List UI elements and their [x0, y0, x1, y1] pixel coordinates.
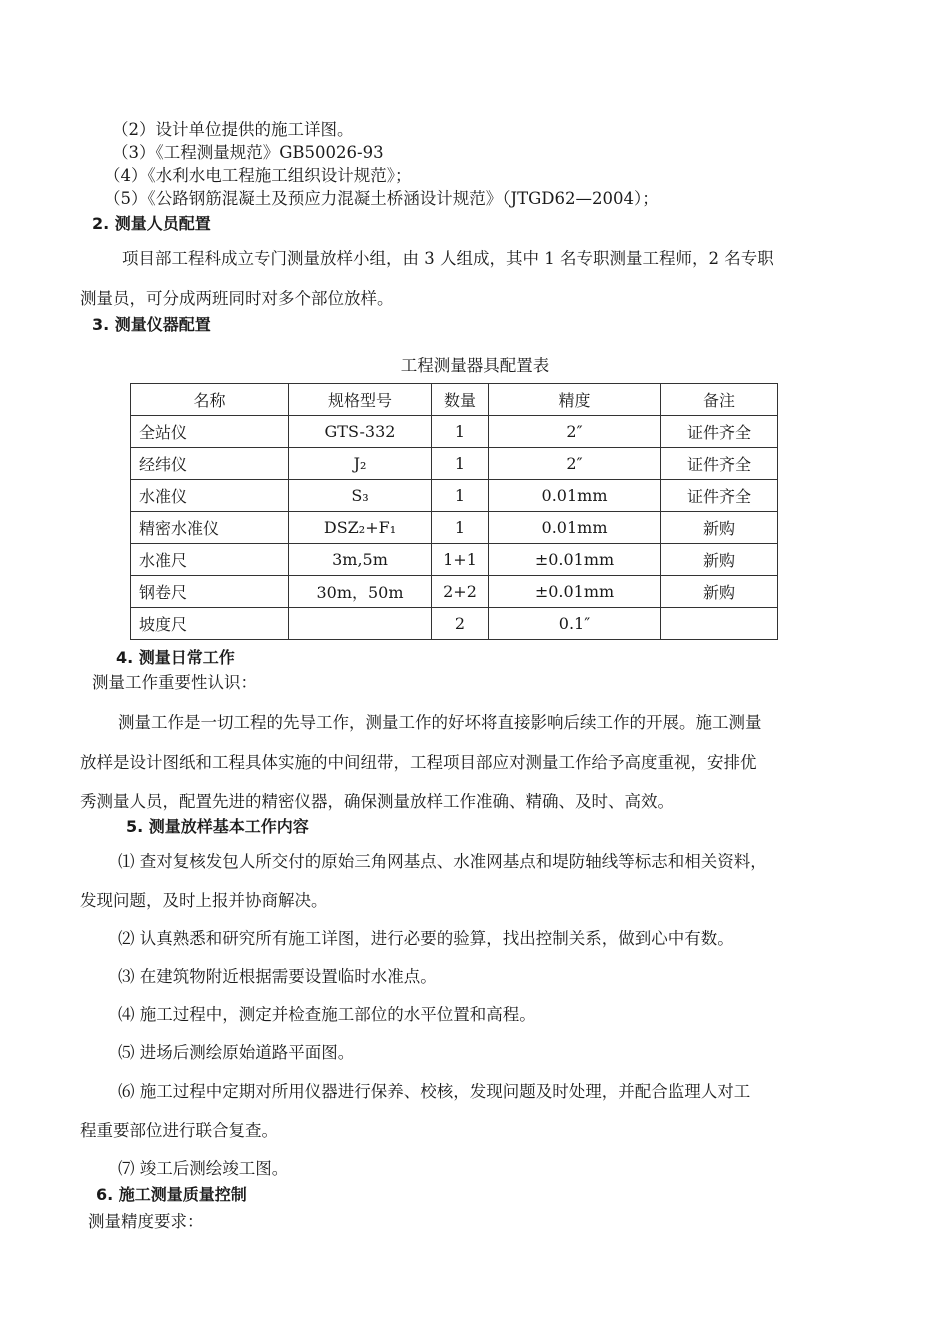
cell-model: S₃	[289, 480, 432, 512]
cell-qty: 2	[432, 608, 489, 640]
cell-precision: 2″	[489, 416, 661, 448]
cell-precision: 2″	[489, 448, 661, 480]
staff-paragraph-line-2: 测量员，可分成两班同时对多个部位放样。	[80, 289, 394, 308]
cell-name: 水准尺	[131, 544, 289, 576]
cell-notes: 证件齐全	[661, 480, 778, 512]
cell-name: 全站仪	[131, 416, 289, 448]
cell-notes	[661, 608, 778, 640]
table-header-row	[131, 384, 778, 416]
daily-work-subheading: 测量工作重要性认识：	[92, 673, 257, 692]
reference-5: （5）《公路钢筋混凝土及预应力混凝土桥涵设计规范》（JTGD62—2004）；	[104, 189, 659, 208]
cell-model: 3m,5m	[289, 544, 432, 576]
header-precision: 精度	[489, 384, 661, 416]
cell-model	[289, 608, 432, 640]
cell-notes: 新购	[661, 544, 778, 576]
table-row	[131, 512, 778, 544]
cell-precision: 0.1″	[489, 608, 661, 640]
cell-qty: 1	[432, 512, 489, 544]
table-caption: 工程测量器具配置表	[400, 356, 550, 375]
layout-item-2: ⑵ 认真熟悉和研究所有施工详图，进行必要的验算，找出控制关系，做到心中有数。	[118, 929, 734, 948]
table-row	[131, 544, 778, 576]
cell-model: J₂	[289, 448, 432, 480]
daily-work-paragraph-line-3: 秀测量人员，配置先进的精密仪器，确保测量放样工作准确、精确、及时、高效。	[80, 792, 674, 811]
cell-precision: ±0.01mm	[489, 576, 661, 608]
section-heading-staff: 2. 测量人员配置	[92, 214, 211, 233]
section-heading-daily-work: 4. 测量日常工作	[116, 648, 235, 667]
cell-precision: 0.01mm	[489, 480, 661, 512]
section-heading-quality-control: 6. 施工测量质量控制	[96, 1185, 247, 1204]
cell-name: 坡度尺	[131, 608, 289, 640]
daily-work-paragraph-line-2: 放样是设计图纸和工程具体实施的中间纽带，工程项目部应对测量工作给予高度重视，安排优	[80, 753, 757, 772]
header-notes: 备注	[661, 384, 778, 416]
cell-model: 30m，50m	[289, 576, 432, 608]
reference-2: （2）设计单位提供的施工详图。	[112, 120, 354, 139]
cell-notes: 证件齐全	[661, 448, 778, 480]
cell-notes: 新购	[661, 576, 778, 608]
cell-precision: ±0.01mm	[489, 544, 661, 576]
table-row	[131, 480, 778, 512]
table-row	[131, 608, 778, 640]
cell-qty: 1	[432, 480, 489, 512]
daily-work-paragraph-line-1: 测量工作是一切工程的先导工作，测量工作的好坏将直接影响后续工作的开展。施工测量	[118, 713, 762, 732]
cell-qty: 2+2	[432, 576, 489, 608]
header-name: 名称	[131, 384, 289, 416]
cell-notes: 新购	[661, 512, 778, 544]
cell-qty: 1+1	[432, 544, 489, 576]
cell-name: 经纬仪	[131, 448, 289, 480]
layout-item-6-line-1: ⑹ 施工过程中定期对所用仪器进行保养、校核，发现问题及时处理，并配合监理人对工	[118, 1082, 751, 1101]
equipment-table	[130, 383, 778, 640]
cell-precision: 0.01mm	[489, 512, 661, 544]
section-heading-instruments: 3. 测量仪器配置	[92, 315, 211, 334]
cell-notes: 证件齐全	[661, 416, 778, 448]
cell-model: GTS-332	[289, 416, 432, 448]
layout-item-5: ⑸ 进场后测绘原始道路平面图。	[118, 1043, 355, 1062]
cell-model: DSZ₂+F₁	[289, 512, 432, 544]
cell-name: 精密水准仪	[131, 512, 289, 544]
layout-item-6-line-2: 程重要部位进行联合复查。	[80, 1121, 278, 1140]
layout-item-1-line-2: 发现问题，及时上报并协商解决。	[80, 891, 328, 910]
cell-qty: 1	[432, 416, 489, 448]
header-qty: 数量	[432, 384, 489, 416]
section-heading-layout-work: 5. 测量放样基本工作内容	[126, 817, 309, 836]
layout-item-1-line-1: ⑴ 查对复核发包人所交付的原始三角网基点、水准网基点和堤防轴线等标志和相关资料，	[118, 852, 767, 871]
reference-3: （3）《工程测量规范》GB50026-93	[112, 143, 384, 162]
header-model: 规格型号	[289, 384, 432, 416]
table-row	[131, 416, 778, 448]
layout-item-3: ⑶ 在建筑物附近根据需要设置临时水准点。	[118, 967, 437, 986]
layout-item-7: ⑺ 竣工后测绘竣工图。	[118, 1159, 289, 1178]
staff-paragraph-line-1: 项目部工程科成立专门测量放样小组，由 3 人组成，其中 1 名专职测量工程师，2 名专职	[122, 249, 774, 268]
cell-qty: 1	[432, 448, 489, 480]
reference-4: （4）《水利水电工程施工组织设计规范》；	[104, 166, 412, 185]
table-row	[131, 448, 778, 480]
cell-name: 钢卷尺	[131, 576, 289, 608]
cell-name: 水准仪	[131, 480, 289, 512]
layout-item-4: ⑷ 施工过程中，测定并检查施工部位的水平位置和高程。	[118, 1005, 536, 1024]
table-row	[131, 576, 778, 608]
quality-control-subheading: 测量精度要求：	[88, 1212, 204, 1231]
